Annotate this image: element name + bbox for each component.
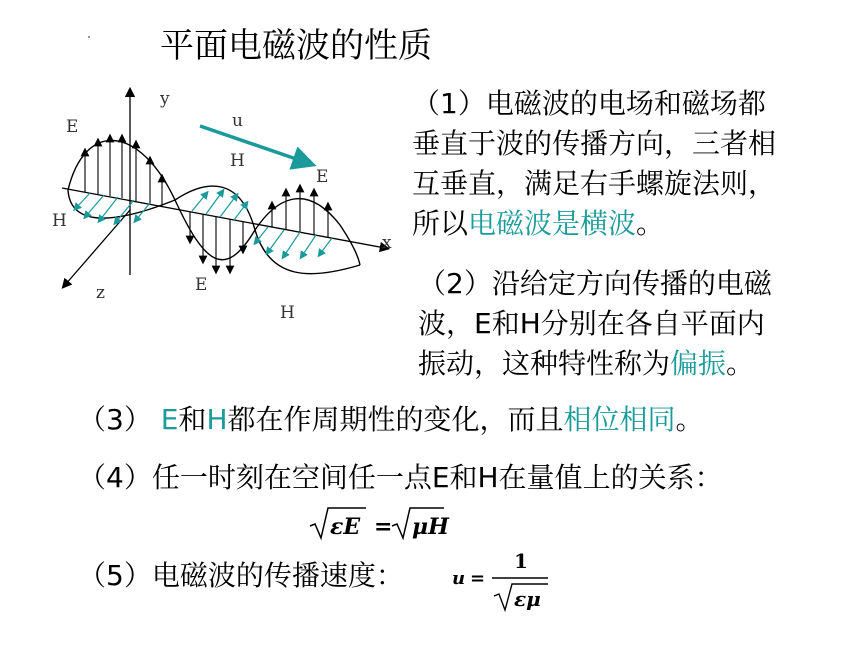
h-field-arrows: [76, 192, 332, 256]
svg-text:εμ: εμ: [514, 587, 541, 611]
em-wave-diagram: [40, 80, 400, 330]
equation-relation: [306, 502, 476, 544]
svg-text:μH: μH: [412, 514, 449, 540]
label-z: z: [96, 283, 105, 303]
propagation-arrow: [200, 126, 305, 162]
label-h-3: H: [280, 303, 295, 323]
z-axis: [65, 210, 130, 285]
h-wave-curve: [68, 186, 360, 274]
label-h-2: H: [52, 211, 67, 231]
label-y: y: [160, 89, 170, 109]
property-5: （5）电磁波的传播速度：: [78, 559, 404, 592]
highlight-transverse: 电磁波是横波: [468, 207, 637, 240]
label-e-2: E: [316, 167, 329, 187]
label-e-1: E: [66, 117, 79, 137]
highlight-phase: 相位相同: [563, 403, 676, 436]
equation-speed: [448, 540, 558, 616]
label-e-3: E: [195, 275, 208, 295]
label-h-1: H: [230, 151, 245, 171]
property-2: （2）沿给定方向传播的电磁 波，E和H分别在各自平面内 振动，这种特性称为偏振。: [418, 267, 772, 380]
page-title: 平面电磁波的性质: [160, 26, 432, 66]
svg-text:1: 1: [514, 549, 528, 573]
property-1: （1）电磁波的电场和磁场都 垂直于波的传播方向，三者相 互垂直，满足右手螺旋法则， 所以电磁波是横波。: [412, 87, 777, 240]
svg-text:=: =: [470, 568, 486, 589]
label-x: x: [382, 233, 392, 253]
svg-text:=: =: [374, 514, 393, 540]
property-4: （4）任一时刻在空间任一点E和H在量值上的关系：: [78, 461, 723, 494]
stray-dot: [88, 36, 90, 38]
svg-text:εE: εE: [330, 514, 361, 540]
highlight-polarization: 偏振: [670, 347, 727, 380]
label-u: u: [232, 111, 243, 131]
svg-text:u: u: [452, 568, 466, 589]
property-3: （3） E和H都在作周期性的变化，而且相位相同。: [78, 403, 704, 436]
